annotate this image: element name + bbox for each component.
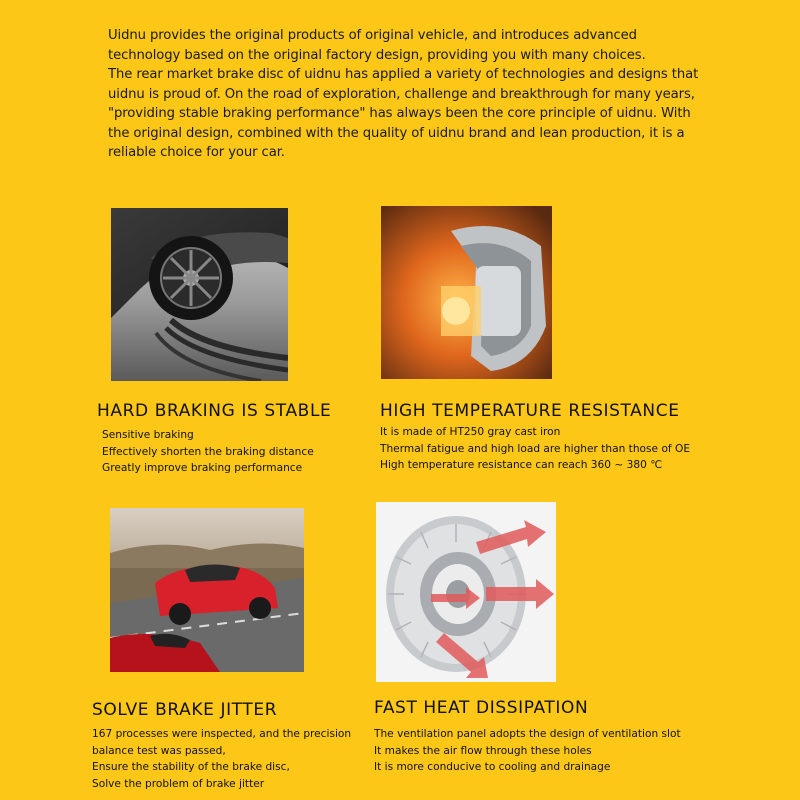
- feature-line: The ventilation panel adopts the design of ventilation slot: [374, 728, 681, 740]
- feature-line: It makes the air flow through these holes: [374, 744, 592, 757]
- car-wheel-image: [111, 208, 288, 381]
- feature-line: Ensure the stability of the brake disc,: [92, 761, 290, 773]
- feature-description-heat-dissipation: [374, 726, 681, 776]
- feature-line: balance test was passed,: [92, 744, 226, 757]
- feature-line: Sensitive braking: [102, 429, 194, 441]
- feature-title-heat-dissipation: FAST HEAT DISSIPATION: [374, 698, 589, 718]
- intro-text: [108, 26, 708, 163]
- feature-title-high-temperature: HIGH TEMPERATURE RESISTANCE: [380, 401, 680, 421]
- feature-description-brake-jitter: [92, 726, 351, 792]
- feature-line: High temperature resistance can reach 360 ~ 380 ℃: [380, 459, 663, 471]
- brake-disc-airflow-image: [376, 502, 556, 682]
- intro-paragraph-1: Uidnu provides the original products of original vehicle, and introduces advanced technology based on the original factory design, providing you with many choices.: [108, 28, 646, 63]
- feature-line: Effectively shorten the braking distance: [102, 445, 314, 458]
- intro-paragraph-2: The rear market brake disc of uidnu has applied a variety of technologies and designs that uidnu is proud of. On the road of exploration, challenge and breakthrough for many years, "providing stable braking performance" has always been the core principle of uidnu. With the original design, combined with the quality of uidnu brand and lean production, it is a reliable choice for your car.: [108, 67, 699, 160]
- feature-line: Thermal fatigue and high load are higher than those of OE: [380, 442, 691, 455]
- feature-line: Solve the problem of brake jitter: [92, 777, 265, 790]
- feature-line: 167 processes were inspected, and the precision: [92, 728, 352, 740]
- feature-title-hard-braking: HARD BRAKING IS STABLE: [97, 401, 332, 421]
- feature-title-brake-jitter: SOLVE BRAKE JITTER: [92, 700, 278, 720]
- feature-description-hard-braking: [102, 427, 314, 477]
- feature-line: It is made of HT250 gray cast iron: [380, 426, 561, 438]
- red-sports-cars-image: [110, 508, 304, 672]
- feature-line: Greatly improve braking performance: [102, 462, 303, 474]
- feature-description-high-temperature: [380, 424, 690, 474]
- feature-line: It is more conducive to cooling and drainage: [374, 761, 611, 773]
- hot-brake-caliper-image: [381, 206, 552, 379]
